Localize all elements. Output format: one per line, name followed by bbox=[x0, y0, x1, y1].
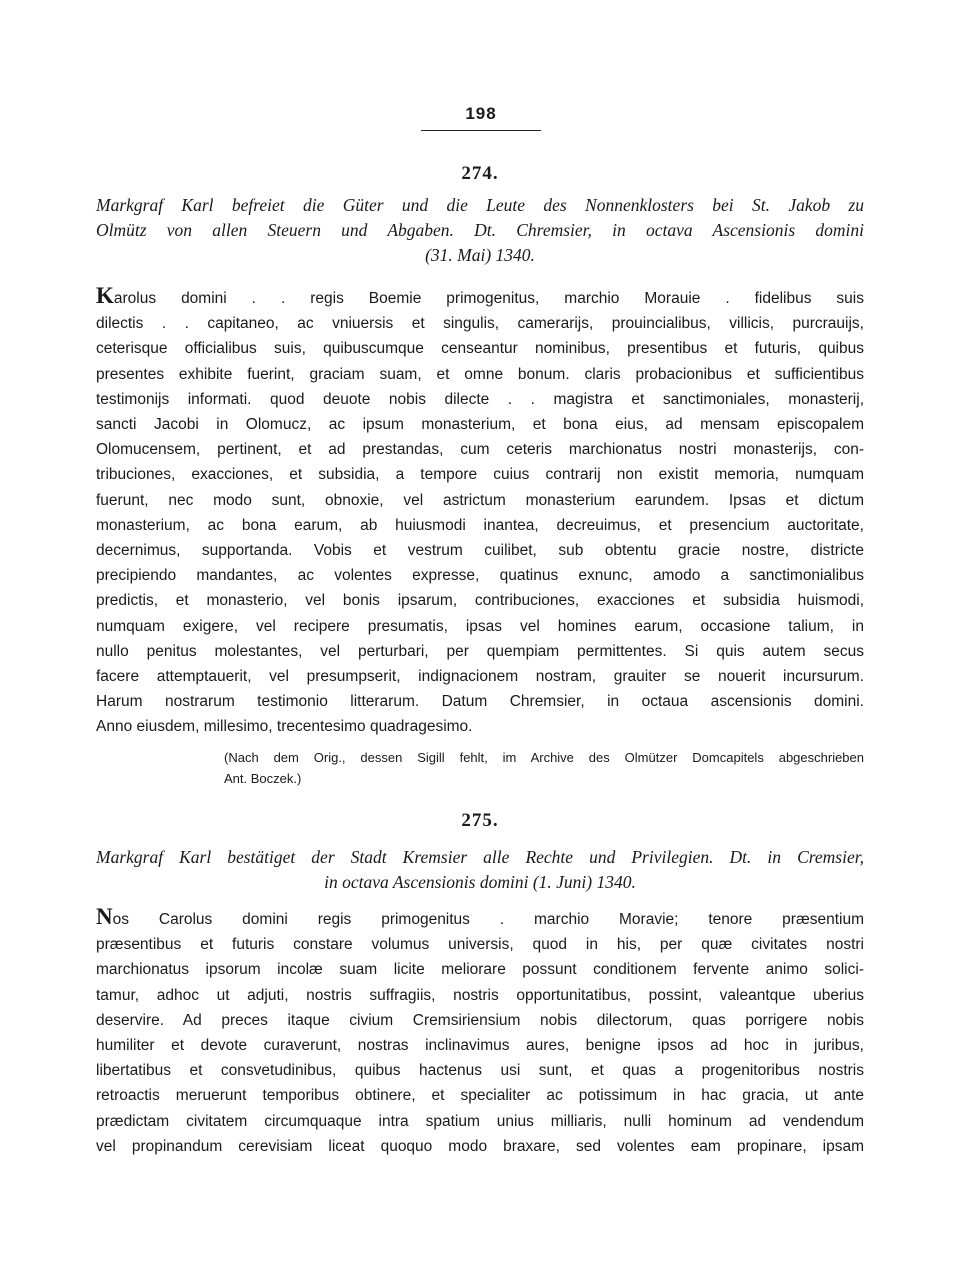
body-line: Olomucensem, pertinent, et ad prestandas, cum ceteris marchionatus nostri monasterijs, con- bbox=[96, 441, 864, 459]
body-line: retroactis meruerunt temporibus obtinere, et specialiter ac potissimum in hac gracia, ut ante bbox=[96, 1087, 864, 1105]
body-line: humiliter et devote curaverunt, nostras inclinavimus aures, benigne ipsos ad hoc in juribus, bbox=[96, 1037, 864, 1055]
document-heading-275 bbox=[96, 845, 864, 895]
body-line: fuerunt, nec modo sunt, obnoxie, vel astrictum monasterium earundem. Ipsas et dictum bbox=[96, 491, 864, 509]
heading-line: Markgraf Karl bestätiget der Stadt Kremsier alle Rechte und Privilegien. Dt. in Cremsier, bbox=[96, 847, 864, 867]
body-line: deservire. Ad preces itaque civium Cremsiriensium nobis dilectorum, quas porrigere nobis bbox=[96, 1011, 864, 1029]
body-line: prædictam civitatem circumquaque intra spatium unius milliaris, nulli hominum ad vendendum bbox=[96, 1112, 864, 1130]
body-line: testimonijs informati. quod deuote nobis dilecte . . magistra et sanctimoniales, monasterij, bbox=[96, 390, 864, 408]
body-line: dilectis . . capitaneo, ac vniuersis et singulis, camerarijs, prouincialibus, villicis, purcrauijs, bbox=[96, 315, 864, 333]
initial-letter: N bbox=[96, 907, 113, 929]
body-line-first bbox=[96, 286, 864, 311]
page-number: 198 bbox=[465, 104, 497, 123]
body-line: Harum nostrarum testimonio litterarum. Datum Chremsier, in octaua ascensionis domini. bbox=[96, 693, 864, 711]
page-number-rule bbox=[421, 130, 541, 131]
body-line: marchionatus ipsorum incolæ suam licite meliorare possunt conditionem fervente animo solici- bbox=[96, 961, 864, 979]
body-line: facere attemptauerit, vel presumpserit, indignacionem nostram, grauiter se nouerit incursurum. bbox=[96, 668, 864, 686]
body-line: tamur, adhoc ut adjuti, nostris suffragiis, nostris opportunitatibus, possint, valeantque uberius bbox=[96, 986, 864, 1004]
body-line: numquam exigere, vel recipere presumatis, ipsas vel homines earum, occasione talium, in bbox=[96, 617, 864, 635]
body-line: vel propinandum cerevisiam liceat quoquo modo braxare, sed volentes eam propinare, ipsam bbox=[96, 1137, 864, 1155]
body-line: presentes exhibite fuerint, graciam suam, et omne bonum. claris probacionibus et sufficientibus bbox=[96, 365, 864, 383]
source-note-line: Ant. Boczek.) bbox=[224, 771, 302, 786]
body-line: libertatibus et consvetudinibus, quibus hactenus usi sunt, et quas a progenitoribus nostris bbox=[96, 1062, 864, 1080]
body-line: tribuciones, exacciones, et subsidia, a tempore cuius contrarij non existit memoria, numquam bbox=[96, 466, 864, 484]
document-number-275: 275. bbox=[461, 810, 499, 831]
body-line-first bbox=[96, 907, 864, 932]
heading-line: Markgraf Karl befreiet die Güter und die Leute des Nonnenklosters bei St. Jakob zu bbox=[96, 195, 864, 215]
body-line: Anno eiusdem, millesimo, trecentesimo quadragesimo. bbox=[96, 718, 473, 736]
body-line: sancti Jacobi in Olomucz, ac ipsum monasterium, et bona eius, ad mensam episcopalem bbox=[96, 416, 864, 434]
document-body-274 bbox=[96, 286, 864, 740]
document-number-274: 274. bbox=[461, 163, 499, 184]
source-note-line: (Nach dem Orig., dessen Sigill fehlt, im Archive des Olmützer Domcapitels abgeschrieben bbox=[224, 750, 864, 765]
body-line: nullo penitus molestantes, vel perturbari, per quempiam permittentes. Si quis autem secus bbox=[96, 642, 864, 660]
page bbox=[96, 0, 864, 1284]
source-note-274 bbox=[224, 747, 864, 789]
document-body-275 bbox=[96, 907, 864, 1159]
heading-line: in octava Ascensionis domini (1. Juni) 1340. bbox=[324, 872, 636, 892]
document-heading-274 bbox=[96, 193, 864, 268]
body-line: ceterisque officialibus suis, quibuscumque censeantur nominibus, presentibus et futuris, quibus bbox=[96, 340, 864, 358]
first-line-text: os Carolus domini regis primogenitus . marchio Moravie; tenore præsentium bbox=[112, 911, 864, 928]
first-line-text: arolus domini . . regis Boemie primogenitus, marchio Morauie . fidelibus suis bbox=[113, 290, 864, 307]
body-line: decernimus, supportanda. Vobis et vestrum cuilibet, sub obtentu gracie nostre, districte bbox=[96, 542, 864, 560]
body-line: predictis, et monasterio, vel bonis ipsarum, contribuciones, exacciones et subsidia huismodi, bbox=[96, 592, 864, 610]
body-line: precipiendo mandantes, ac volentes expresse, quatinus exnunc, amodo a sanctimonialibus bbox=[96, 567, 864, 585]
heading-line: Olmütz von allen Steuern und Abgaben. Dt. Chremsier, in octava Ascensionis domini bbox=[96, 220, 864, 240]
initial-letter: K bbox=[96, 286, 114, 308]
heading-line: (31. Mai) 1340. bbox=[425, 245, 535, 265]
body-line: monasterium, ac bona earum, ab huiusmodi inantea, decreuimus, et presencium auctoritate, bbox=[96, 516, 864, 534]
body-line: præsentibus et futuris constare volumus universis, quod in his, per quæ civitates nostri bbox=[96, 936, 864, 954]
